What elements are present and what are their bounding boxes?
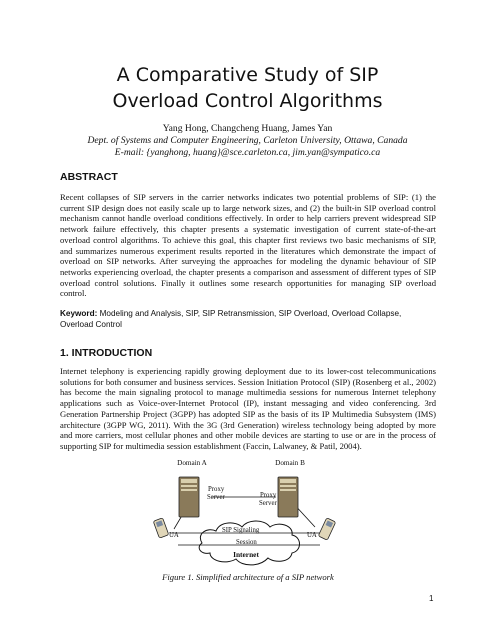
- domain-a-label: Domain A: [177, 459, 207, 467]
- proxy-b-label-line1: Proxy: [260, 492, 277, 499]
- ua-left-phone-icon: [153, 518, 169, 538]
- author-names: Yang Hong, Changcheng Huang, James Yan: [162, 123, 333, 134]
- abstract-text: Recent collapses of SIP servers in the carrier networks indicates two potential problems of SIP: (1) the current SIP design does not easily scale up to large network sizes, and (2) the built-in SIP overload control mechanism cannot handle overload conditions effectively. In order to help carriers prevent widespread SIP network failure effectively, this chapter presents a systematic investigation of current state-of-the-art overload control algorithms. To achieve this goal, this chapter first reviews two basic mechanisms of SIP, and summarizes numerous experiment results reported in the literatures which demonstrate the impact of overload on SIP networks. After surveying the approaches for modeling the dynamic behaviour of SIP networks experiencing overload, the chapter presents a comparison and assessment of different types of SIP overload control solutions. Finally it outlines some research opportunities for managing SIP overload control.: [60, 192, 436, 299]
- sip-signaling-label: SIP Signaling: [222, 527, 260, 534]
- ua-left-label: UA: [169, 532, 179, 539]
- affiliation: Dept. of Systems and Computer Engineering, Carleton University, Ottawa, Canada: [87, 135, 408, 146]
- page-number: 1: [429, 594, 434, 603]
- ua-right-phone-icon: [318, 518, 336, 540]
- domain-b-label: Domain B: [275, 459, 305, 467]
- ua-right-label: UA: [307, 532, 317, 539]
- author-emails: E-mail: {yanghong, huang}@sce.carleton.ca, jim.yan@sympatico.ca: [114, 147, 381, 158]
- internet-label: Internet: [233, 550, 259, 559]
- proxy-a-label-line2: Server: [207, 494, 225, 501]
- introduction-heading: 1. INTRODUCTION: [60, 347, 153, 359]
- keywords-list: Modeling and Analysis, SIP, SIP Retransmission, SIP Overload, Overload Collapse, Overload Control: [60, 309, 402, 329]
- title-line-2: Overload Control Algorithms: [112, 90, 383, 112]
- figure-caption: Figure 1. Simplified architecture of a SIP network: [162, 572, 334, 582]
- sip-architecture-figure: [150, 457, 350, 569]
- session-label: Session: [236, 539, 257, 546]
- proxy-server-b-icon: [278, 477, 298, 517]
- proxy-b-label-line2: Server: [259, 500, 277, 507]
- paper-title: [40, 62, 455, 114]
- proxy-server-a-icon: [179, 477, 199, 517]
- keywords-label: Keyword:: [60, 309, 98, 318]
- author-block: [40, 123, 455, 159]
- introduction-text: Internet telephony is experiencing rapidly growing deployment due to its lower-cost telecommunications solutions for both consumer and business services. Session Initiation Protocol (SIP) (Rosenberg et al., 2002) has become the main signaling protocol to manage multimedia sessions for numerous Internet telephony applications such as Voice-over-Internet Protocol (IP), instant messaging and video conferencing. 3rd Generation Partnership Project (3GPP) has adopted SIP as the basis of its IP Multimedia Subsystem (IMS) architecture (3GPP WG, 2011). With the 3G (3rd Generation) wireless technology being adopted by more and more carriers, most cellular phones and other mobile devices are starting to use or are in the process of supporting SIP for multimedia session establishment (Faccin, Lalwaney, & Patil, 2004).: [60, 366, 436, 451]
- proxy-a-label-line1: Proxy: [208, 486, 225, 493]
- abstract-heading: ABSTRACT: [60, 171, 118, 183]
- keywords: [60, 309, 436, 330]
- title-line-1: A Comparative Study of SIP: [116, 64, 379, 86]
